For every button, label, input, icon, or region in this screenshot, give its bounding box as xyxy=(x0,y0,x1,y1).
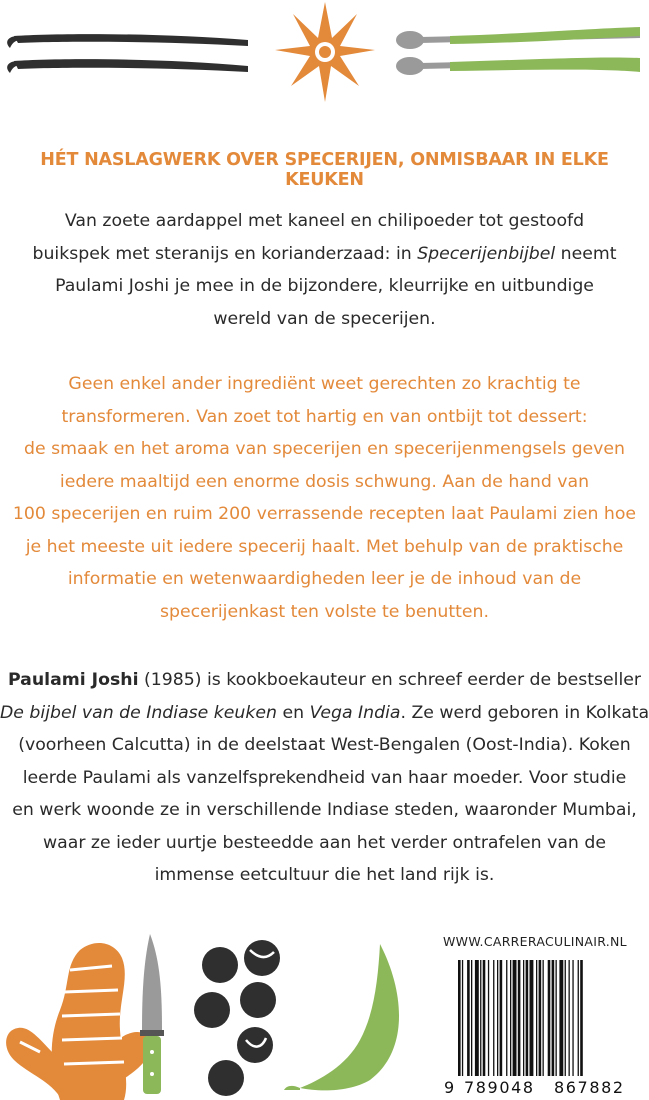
barcode xyxy=(442,960,646,1098)
barcode-bar xyxy=(572,960,573,1090)
intro-line-3: Paulami Joshi je mee in de bijzondere, kleurrijke en uitbundige xyxy=(55,276,594,296)
description-line-8: specerijenkast ten volste te benutten. xyxy=(160,601,489,622)
barcode-bar xyxy=(530,960,534,1090)
barcode-bar xyxy=(513,960,517,1090)
barcode-bar xyxy=(458,960,461,1090)
description-line-4: iedere maaltijd een enorme dosis schwung. Aan de hand van xyxy=(59,471,590,492)
author-bio xyxy=(0,664,649,892)
barcode-bar xyxy=(475,960,479,1090)
barcode-bar xyxy=(500,960,503,1090)
barcode-bar xyxy=(526,960,529,1090)
barcode-bar xyxy=(506,960,507,1090)
author-name: Paulami Joshi xyxy=(7,670,139,690)
barcode-group-2: 867882 xyxy=(554,1078,625,1097)
description-line-2: transformeren. Van zoet tot hartig en van ontbijt tot dessert: xyxy=(61,406,588,427)
description-paragraph xyxy=(0,368,649,628)
bio-line-1-rest: (1985) is kookboekauteur en schreef eerder de bestseller xyxy=(138,670,641,690)
website-url: WWW.CARRERACULINAIR.NL xyxy=(443,934,627,949)
barcode-bar xyxy=(559,960,563,1090)
description-line-6: je het meeste uit iedere specerij haalt. Met behulp van de praktische xyxy=(25,536,624,557)
headline: HÉT NASLAGWERK OVER SPECERIJEN, ONMISBAAR IN ELKE KEUKEN xyxy=(40,150,609,190)
previous-book-2: Vega India xyxy=(309,702,401,723)
barcode-bar xyxy=(493,960,494,1090)
barcode-bar xyxy=(556,960,557,1090)
barcode-bar xyxy=(580,960,583,1090)
barcode-bar xyxy=(569,960,570,1090)
intro-line-1: Van zoete aardappel met kaneel en chilipoeder tot gestoofd xyxy=(64,211,585,231)
green-chili-icon xyxy=(284,944,399,1090)
description-line-7: informatie en wetenwaardigheden leer je de inhoud van de xyxy=(67,569,582,589)
barcode-bar xyxy=(523,960,524,1090)
top-illustrations xyxy=(0,0,649,110)
barcode-first-digit: 9 xyxy=(444,1078,455,1097)
barcode-bar xyxy=(539,960,542,1090)
barcode-bar xyxy=(497,960,498,1090)
book-title: Specerijenbijbel xyxy=(417,243,556,264)
description-line-1: Geen enkel ander ingrediënt weet gerechten zo krachtig te xyxy=(68,374,581,394)
barcode-bar xyxy=(480,960,481,1090)
star-anise-icon xyxy=(275,2,375,102)
bottom-illustrations xyxy=(0,930,440,1100)
intro-line-4: wereld van de specerijen. xyxy=(213,308,436,329)
spoons-icon xyxy=(396,27,640,75)
barcode-bar xyxy=(467,960,470,1090)
barcode-bar xyxy=(552,960,555,1090)
vanilla-pods-icon xyxy=(7,34,248,73)
bio-line-5: en werk woonde ze in verschillende Indiase steden, waaronder Mumbai, xyxy=(12,800,637,820)
bio-line-4: leerde Paulami als vanzelfsprekendheid van haar moeder. Voor studie xyxy=(22,767,627,788)
barcode-bar xyxy=(548,960,551,1090)
intro-paragraph xyxy=(0,205,649,335)
intro-line-2 xyxy=(0,238,649,271)
barcode-bar xyxy=(536,960,537,1090)
bio-line-6: waar ze ieder uurtje besteedde aan het verder ontrafelen van de xyxy=(43,832,606,853)
bio-line-2-end: . Ze werd geboren in Kolkata xyxy=(400,702,649,723)
barcode-bar xyxy=(578,960,579,1090)
barcode-bar xyxy=(518,960,521,1090)
barcode-bars xyxy=(458,960,583,1090)
intro-line-2-start: buikspek met steranijs en korianderzaad: in xyxy=(32,243,418,264)
barcode-bar xyxy=(462,960,463,1090)
bio-line-3: (voorheen Calcutta) in de deelstaat West-Bengalen (Oost-India). Koken xyxy=(18,735,631,755)
barcode-group-1: 789048 xyxy=(464,1078,535,1097)
knife-icon xyxy=(140,934,164,1094)
ginger-icon xyxy=(6,943,151,1100)
description-line-3: de smaak en het aroma van specerijen en specerijenmengsels geven xyxy=(24,439,625,459)
description-line-5: 100 specerijen en ruim 200 verrassende recepten laat Paulami zien hoe xyxy=(12,504,637,524)
barcode-bar xyxy=(488,960,489,1090)
barcode-bar xyxy=(543,960,544,1090)
bio-line-1 xyxy=(0,664,649,697)
previous-book-1: De bijbel van de Indiase keuken xyxy=(0,702,277,723)
barcode-bar xyxy=(510,960,511,1090)
barcode-bar xyxy=(483,960,486,1090)
bio-line-2-mid: en xyxy=(276,702,310,723)
bio-line-7: immense eetcultuur die het land rijk is. xyxy=(154,865,495,885)
barcode-bar xyxy=(471,960,472,1090)
bio-line-2 xyxy=(0,697,649,730)
barcode-bar xyxy=(565,960,566,1090)
peppercorns-icon xyxy=(194,940,280,1096)
intro-line-2-end: neemt xyxy=(555,243,617,264)
